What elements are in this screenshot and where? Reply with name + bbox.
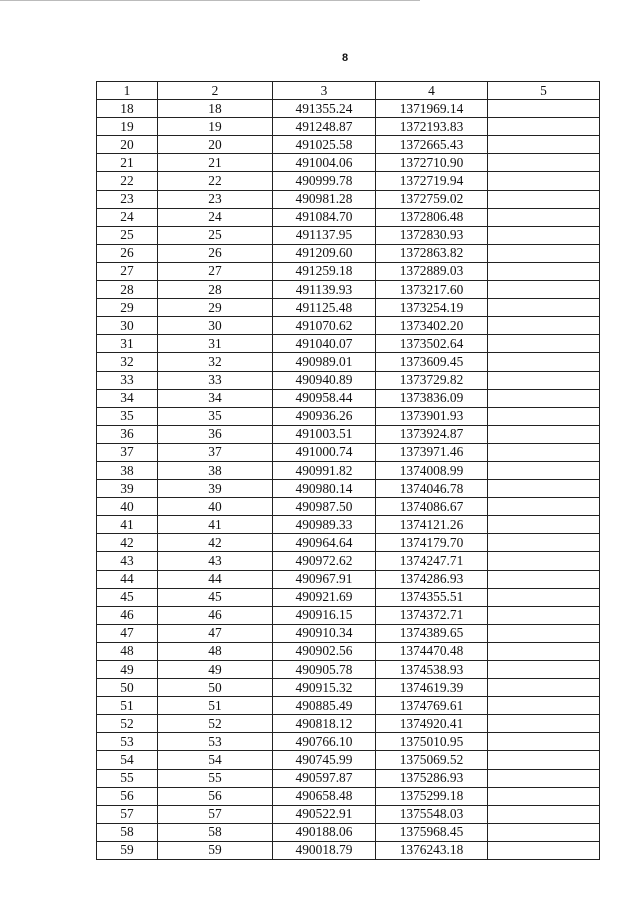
point-number-cell: 34 <box>97 389 158 407</box>
vertex-number-cell: 52 <box>158 715 273 733</box>
x-coordinate-cell: 491259.18 <box>273 262 376 280</box>
vertex-number-cell: 31 <box>158 335 273 353</box>
x-coordinate-cell: 491000.74 <box>273 443 376 461</box>
point-number-cell: 55 <box>97 769 158 787</box>
point-number-cell: 22 <box>97 172 158 190</box>
scan-edge-line <box>0 0 420 1</box>
note-cell <box>488 172 600 190</box>
vertex-number-cell: 41 <box>158 516 273 534</box>
vertex-number-cell: 46 <box>158 606 273 624</box>
table-row <box>97 552 600 570</box>
point-number-cell: 44 <box>97 570 158 588</box>
x-coordinate-cell: 490958.44 <box>273 389 376 407</box>
vertex-number-cell: 39 <box>158 480 273 498</box>
vertex-number-cell: 23 <box>158 190 273 208</box>
x-coordinate-cell: 490989.01 <box>273 353 376 371</box>
table-row <box>97 425 600 443</box>
y-coordinate-cell: 1372665.43 <box>376 136 488 154</box>
x-coordinate-cell: 490999.78 <box>273 172 376 190</box>
note-cell <box>488 299 600 317</box>
point-number-cell: 49 <box>97 661 158 679</box>
y-coordinate-cell: 1374247.71 <box>376 552 488 570</box>
y-coordinate-cell: 1373402.20 <box>376 317 488 335</box>
column-header: 2 <box>158 82 273 100</box>
y-coordinate-cell: 1374286.93 <box>376 570 488 588</box>
table-header-row <box>97 82 600 100</box>
note-cell <box>488 552 600 570</box>
note-cell <box>488 805 600 823</box>
y-coordinate-cell: 1372719.94 <box>376 172 488 190</box>
table-row <box>97 679 600 697</box>
point-number-cell: 25 <box>97 226 158 244</box>
x-coordinate-cell: 490989.33 <box>273 516 376 534</box>
vertex-number-cell: 34 <box>158 389 273 407</box>
x-coordinate-cell: 490745.99 <box>273 751 376 769</box>
y-coordinate-cell: 1374470.48 <box>376 642 488 660</box>
vertex-number-cell: 33 <box>158 371 273 389</box>
table-row <box>97 461 600 479</box>
y-coordinate-cell: 1373502.64 <box>376 335 488 353</box>
y-coordinate-cell: 1374920.41 <box>376 715 488 733</box>
note-cell <box>488 118 600 136</box>
vertex-number-cell: 30 <box>158 317 273 335</box>
x-coordinate-cell: 490902.56 <box>273 642 376 660</box>
x-coordinate-cell: 490885.49 <box>273 697 376 715</box>
point-number-cell: 36 <box>97 425 158 443</box>
vertex-number-cell: 24 <box>158 208 273 226</box>
point-number-cell: 51 <box>97 697 158 715</box>
vertex-number-cell: 57 <box>158 805 273 823</box>
point-number-cell: 54 <box>97 751 158 769</box>
x-coordinate-cell: 490940.89 <box>273 371 376 389</box>
point-number-cell: 50 <box>97 679 158 697</box>
point-number-cell: 41 <box>97 516 158 534</box>
x-coordinate-cell: 491004.06 <box>273 154 376 172</box>
note-cell <box>488 841 600 859</box>
vertex-number-cell: 29 <box>158 299 273 317</box>
y-coordinate-cell: 1372710.90 <box>376 154 488 172</box>
vertex-number-cell: 55 <box>158 769 273 787</box>
table-row <box>97 407 600 425</box>
table-row <box>97 244 600 262</box>
vertex-number-cell: 45 <box>158 588 273 606</box>
point-number-cell: 38 <box>97 461 158 479</box>
vertex-number-cell: 26 <box>158 244 273 262</box>
y-coordinate-cell: 1374086.67 <box>376 498 488 516</box>
vertex-number-cell: 38 <box>158 461 273 479</box>
vertex-number-cell: 49 <box>158 661 273 679</box>
note-cell <box>488 335 600 353</box>
point-number-cell: 43 <box>97 552 158 570</box>
table-row <box>97 317 600 335</box>
vertex-number-cell: 28 <box>158 281 273 299</box>
table-row <box>97 697 600 715</box>
table-row <box>97 787 600 805</box>
point-number-cell: 20 <box>97 136 158 154</box>
y-coordinate-cell: 1374355.51 <box>376 588 488 606</box>
x-coordinate-cell: 490818.12 <box>273 715 376 733</box>
y-coordinate-cell: 1374538.93 <box>376 661 488 679</box>
y-coordinate-cell: 1373924.87 <box>376 425 488 443</box>
table-row <box>97 100 600 118</box>
note-cell <box>488 100 600 118</box>
note-cell <box>488 244 600 262</box>
note-cell <box>488 443 600 461</box>
table-row <box>97 118 600 136</box>
vertex-number-cell: 48 <box>158 642 273 660</box>
table-row <box>97 299 600 317</box>
column-header: 5 <box>488 82 600 100</box>
table-row <box>97 353 600 371</box>
table-row <box>97 588 600 606</box>
table-row <box>97 281 600 299</box>
table-row <box>97 715 600 733</box>
x-coordinate-cell: 490905.78 <box>273 661 376 679</box>
x-coordinate-cell: 491025.58 <box>273 136 376 154</box>
y-coordinate-cell: 1374179.70 <box>376 534 488 552</box>
note-cell <box>488 823 600 841</box>
table-row <box>97 733 600 751</box>
note-cell <box>488 262 600 280</box>
point-number-cell: 37 <box>97 443 158 461</box>
x-coordinate-cell: 490188.06 <box>273 823 376 841</box>
y-coordinate-cell: 1374769.61 <box>376 697 488 715</box>
x-coordinate-cell: 491040.07 <box>273 335 376 353</box>
vertex-number-cell: 54 <box>158 751 273 769</box>
table-row <box>97 389 600 407</box>
point-number-cell: 32 <box>97 353 158 371</box>
x-coordinate-cell: 490018.79 <box>273 841 376 859</box>
y-coordinate-cell: 1373836.09 <box>376 389 488 407</box>
x-coordinate-cell: 490597.87 <box>273 769 376 787</box>
note-cell <box>488 190 600 208</box>
table-row <box>97 208 600 226</box>
point-number-cell: 47 <box>97 624 158 642</box>
y-coordinate-cell: 1374619.39 <box>376 679 488 697</box>
point-number-cell: 40 <box>97 498 158 516</box>
table-row <box>97 516 600 534</box>
point-number-cell: 23 <box>97 190 158 208</box>
table-row <box>97 751 600 769</box>
y-coordinate-cell: 1374389.65 <box>376 624 488 642</box>
x-coordinate-cell: 491355.24 <box>273 100 376 118</box>
y-coordinate-cell: 1375069.52 <box>376 751 488 769</box>
point-number-cell: 24 <box>97 208 158 226</box>
y-coordinate-cell: 1374046.78 <box>376 480 488 498</box>
point-number-cell: 39 <box>97 480 158 498</box>
table-row <box>97 480 600 498</box>
vertex-number-cell: 21 <box>158 154 273 172</box>
note-cell <box>488 407 600 425</box>
table-row <box>97 262 600 280</box>
vertex-number-cell: 40 <box>158 498 273 516</box>
table-row <box>97 823 600 841</box>
note-cell <box>488 353 600 371</box>
y-coordinate-cell: 1374121.26 <box>376 516 488 534</box>
vertex-number-cell: 25 <box>158 226 273 244</box>
vertex-number-cell: 36 <box>158 425 273 443</box>
y-coordinate-cell: 1371969.14 <box>376 100 488 118</box>
point-number-cell: 56 <box>97 787 158 805</box>
y-coordinate-cell: 1375968.45 <box>376 823 488 841</box>
vertex-number-cell: 22 <box>158 172 273 190</box>
point-number-cell: 31 <box>97 335 158 353</box>
y-coordinate-cell: 1372806.48 <box>376 208 488 226</box>
y-coordinate-cell: 1373901.93 <box>376 407 488 425</box>
y-coordinate-cell: 1372889.03 <box>376 262 488 280</box>
x-coordinate-cell: 491125.48 <box>273 299 376 317</box>
point-number-cell: 30 <box>97 317 158 335</box>
point-number-cell: 53 <box>97 733 158 751</box>
point-number-cell: 18 <box>97 100 158 118</box>
table-row <box>97 136 600 154</box>
vertex-number-cell: 53 <box>158 733 273 751</box>
table-row <box>97 769 600 787</box>
y-coordinate-cell: 1376243.18 <box>376 841 488 859</box>
y-coordinate-cell: 1375299.18 <box>376 787 488 805</box>
point-number-cell: 58 <box>97 823 158 841</box>
table-row <box>97 841 600 859</box>
point-number-cell: 35 <box>97 407 158 425</box>
vertex-number-cell: 43 <box>158 552 273 570</box>
note-cell <box>488 697 600 715</box>
x-coordinate-cell: 490915.32 <box>273 679 376 697</box>
point-number-cell: 21 <box>97 154 158 172</box>
table-row <box>97 661 600 679</box>
table-row <box>97 443 600 461</box>
y-coordinate-cell: 1374008.99 <box>376 461 488 479</box>
y-coordinate-cell: 1375548.03 <box>376 805 488 823</box>
x-coordinate-cell: 490972.62 <box>273 552 376 570</box>
vertex-number-cell: 44 <box>158 570 273 588</box>
note-cell <box>488 208 600 226</box>
vertex-number-cell: 35 <box>158 407 273 425</box>
note-cell <box>488 371 600 389</box>
vertex-number-cell: 59 <box>158 841 273 859</box>
y-coordinate-cell: 1373971.46 <box>376 443 488 461</box>
point-number-cell: 29 <box>97 299 158 317</box>
point-number-cell: 48 <box>97 642 158 660</box>
vertex-number-cell: 47 <box>158 624 273 642</box>
vertex-number-cell: 58 <box>158 823 273 841</box>
x-coordinate-cell: 490522.91 <box>273 805 376 823</box>
x-coordinate-cell: 490967.91 <box>273 570 376 588</box>
vertex-number-cell: 56 <box>158 787 273 805</box>
table-row <box>97 498 600 516</box>
point-number-cell: 33 <box>97 371 158 389</box>
y-coordinate-cell: 1372863.82 <box>376 244 488 262</box>
x-coordinate-cell: 490766.10 <box>273 733 376 751</box>
note-cell <box>488 461 600 479</box>
point-number-cell: 59 <box>97 841 158 859</box>
y-coordinate-cell: 1373217.60 <box>376 281 488 299</box>
page-number: 8 <box>341 52 349 64</box>
x-coordinate-cell: 490980.14 <box>273 480 376 498</box>
x-coordinate-cell: 491139.93 <box>273 281 376 299</box>
table-row <box>97 172 600 190</box>
x-coordinate-cell: 490964.64 <box>273 534 376 552</box>
y-coordinate-cell: 1373254.19 <box>376 299 488 317</box>
table-row <box>97 642 600 660</box>
y-coordinate-cell: 1373609.45 <box>376 353 488 371</box>
y-coordinate-cell: 1372193.83 <box>376 118 488 136</box>
note-cell <box>488 498 600 516</box>
y-coordinate-cell: 1373729.82 <box>376 371 488 389</box>
point-number-cell: 57 <box>97 805 158 823</box>
note-cell <box>488 226 600 244</box>
table-row <box>97 606 600 624</box>
note-cell <box>488 624 600 642</box>
note-cell <box>488 136 600 154</box>
x-coordinate-cell: 491209.60 <box>273 244 376 262</box>
note-cell <box>488 588 600 606</box>
y-coordinate-cell: 1374372.71 <box>376 606 488 624</box>
vertex-number-cell: 18 <box>158 100 273 118</box>
vertex-number-cell: 37 <box>158 443 273 461</box>
table-row <box>97 371 600 389</box>
column-header: 4 <box>376 82 488 100</box>
note-cell <box>488 389 600 407</box>
table-row <box>97 335 600 353</box>
note-cell <box>488 661 600 679</box>
note-cell <box>488 715 600 733</box>
note-cell <box>488 679 600 697</box>
point-number-cell: 45 <box>97 588 158 606</box>
x-coordinate-cell: 490981.28 <box>273 190 376 208</box>
note-cell <box>488 606 600 624</box>
note-cell <box>488 570 600 588</box>
column-header: 1 <box>97 82 158 100</box>
vertex-number-cell: 19 <box>158 118 273 136</box>
note-cell <box>488 516 600 534</box>
table-row <box>97 190 600 208</box>
x-coordinate-cell: 490910.34 <box>273 624 376 642</box>
x-coordinate-cell: 490658.48 <box>273 787 376 805</box>
x-coordinate-cell: 491070.62 <box>273 317 376 335</box>
note-cell <box>488 787 600 805</box>
x-coordinate-cell: 491137.95 <box>273 226 376 244</box>
x-coordinate-cell: 490987.50 <box>273 498 376 516</box>
note-cell <box>488 425 600 443</box>
point-number-cell: 42 <box>97 534 158 552</box>
table-row <box>97 154 600 172</box>
vertex-number-cell: 50 <box>158 679 273 697</box>
coordinates-table <box>96 81 600 860</box>
vertex-number-cell: 27 <box>158 262 273 280</box>
note-cell <box>488 642 600 660</box>
vertex-number-cell: 20 <box>158 136 273 154</box>
table-row <box>97 624 600 642</box>
vertex-number-cell: 32 <box>158 353 273 371</box>
note-cell <box>488 281 600 299</box>
note-cell <box>488 317 600 335</box>
note-cell <box>488 733 600 751</box>
table-row <box>97 534 600 552</box>
table-body <box>97 100 600 860</box>
vertex-number-cell: 42 <box>158 534 273 552</box>
x-coordinate-cell: 490916.15 <box>273 606 376 624</box>
y-coordinate-cell: 1372830.93 <box>376 226 488 244</box>
point-number-cell: 28 <box>97 281 158 299</box>
point-number-cell: 52 <box>97 715 158 733</box>
y-coordinate-cell: 1375286.93 <box>376 769 488 787</box>
note-cell <box>488 154 600 172</box>
y-coordinate-cell: 1375010.95 <box>376 733 488 751</box>
x-coordinate-cell: 490921.69 <box>273 588 376 606</box>
x-coordinate-cell: 491248.87 <box>273 118 376 136</box>
x-coordinate-cell: 490936.26 <box>273 407 376 425</box>
note-cell <box>488 480 600 498</box>
x-coordinate-cell: 491084.70 <box>273 208 376 226</box>
point-number-cell: 26 <box>97 244 158 262</box>
note-cell <box>488 769 600 787</box>
column-header: 3 <box>273 82 376 100</box>
point-number-cell: 46 <box>97 606 158 624</box>
table-row <box>97 226 600 244</box>
note-cell <box>488 751 600 769</box>
y-coordinate-cell: 1372759.02 <box>376 190 488 208</box>
x-coordinate-cell: 491003.51 <box>273 425 376 443</box>
point-number-cell: 19 <box>97 118 158 136</box>
x-coordinate-cell: 490991.82 <box>273 461 376 479</box>
note-cell <box>488 534 600 552</box>
point-number-cell: 27 <box>97 262 158 280</box>
table-row <box>97 805 600 823</box>
table-row <box>97 570 600 588</box>
vertex-number-cell: 51 <box>158 697 273 715</box>
